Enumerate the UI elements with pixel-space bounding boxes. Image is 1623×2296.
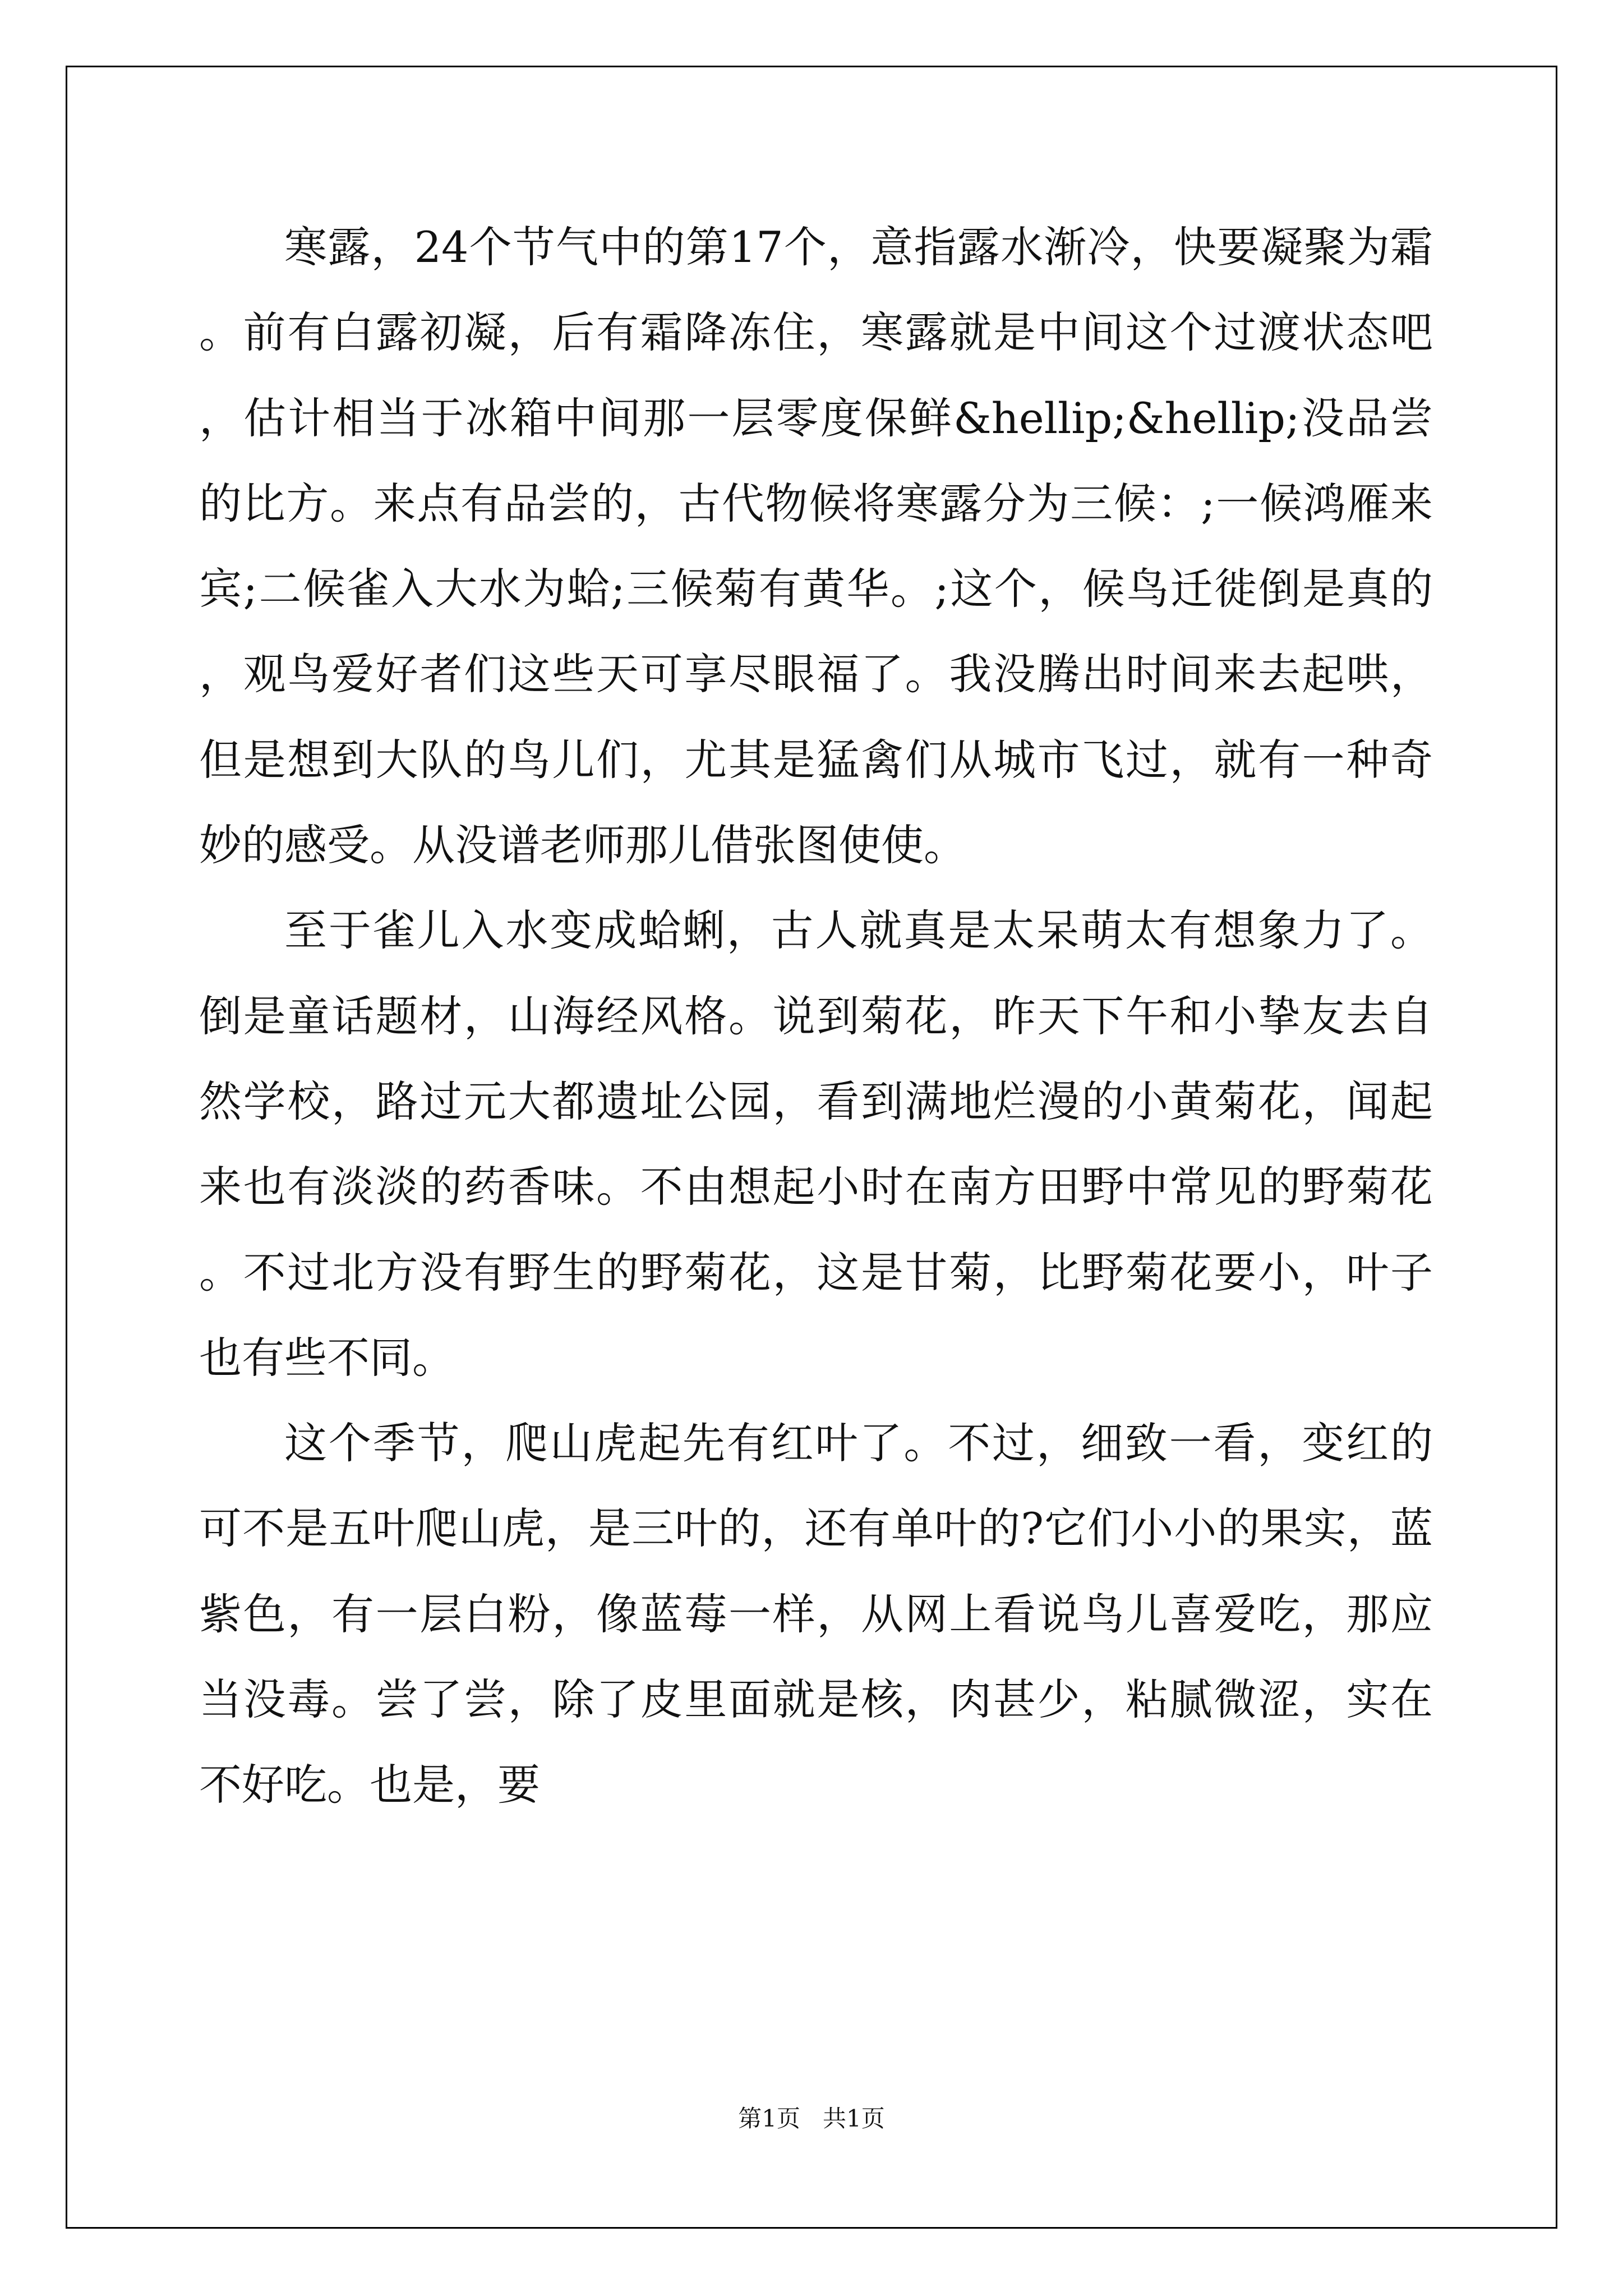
page-footer: 第1页 共1页 — [738, 2105, 885, 2132]
paragraph-2: 至于雀儿入水变成蛤蜊，古人就真是太呆萌太有想象力了。倒是童话题材，山海经风格。说到菊花，昨天下午和小挚友去自然学校，路过元大都遗址公园，看到满地烂漫的小黄菊花，闻起来也有淡淡的药香味。不由想起小时在南方田野中常见的野菊花。不过北方没有野生的野菊花，这是甘菊，比野菊花要小，叶子也有些不同。 — [199, 905, 1433, 1383]
document-body — [199, 205, 1433, 1828]
paragraph-1: 寒露，24个节气中的第17个，意指露水渐冷，快要凝聚为霜。前有白露初凝，后有霜降冻住，寒露就是中间这个过渡状态吧，估计相当于冰箱中间那一层零度保鲜&hellip;&hellip;没品尝的比方。来点有品尝的，古代物候将寒露分为三候：;一候鸿雁来宾;二候雀入大水为蛤;三候菊有黄华。;这个，候鸟迁徙倒是真的，观鸟爱好者们这些天可享尽眼福了。我没腾出时间来去起哄，但是想到大队的鸟儿们，尤其是猛禽们从城市飞过，就有一种奇妙的感受。从没谱老师那儿借张图使使。 — [199, 222, 1433, 871]
paragraph-3: 这个季节，爬山虎起先有红叶了。不过，细致一看，变红的可不是五叶爬山虎，是三叶的，还有单叶的?它们小小的果实，蓝紫色，有一层白粉，像蓝莓一样，从网上看说鸟儿喜爱吃，那应当没毒。尝了尝，除了皮里面就是核，肉甚少，粘腻微涩，实在不好吃。也是，要 — [199, 1418, 1433, 1810]
